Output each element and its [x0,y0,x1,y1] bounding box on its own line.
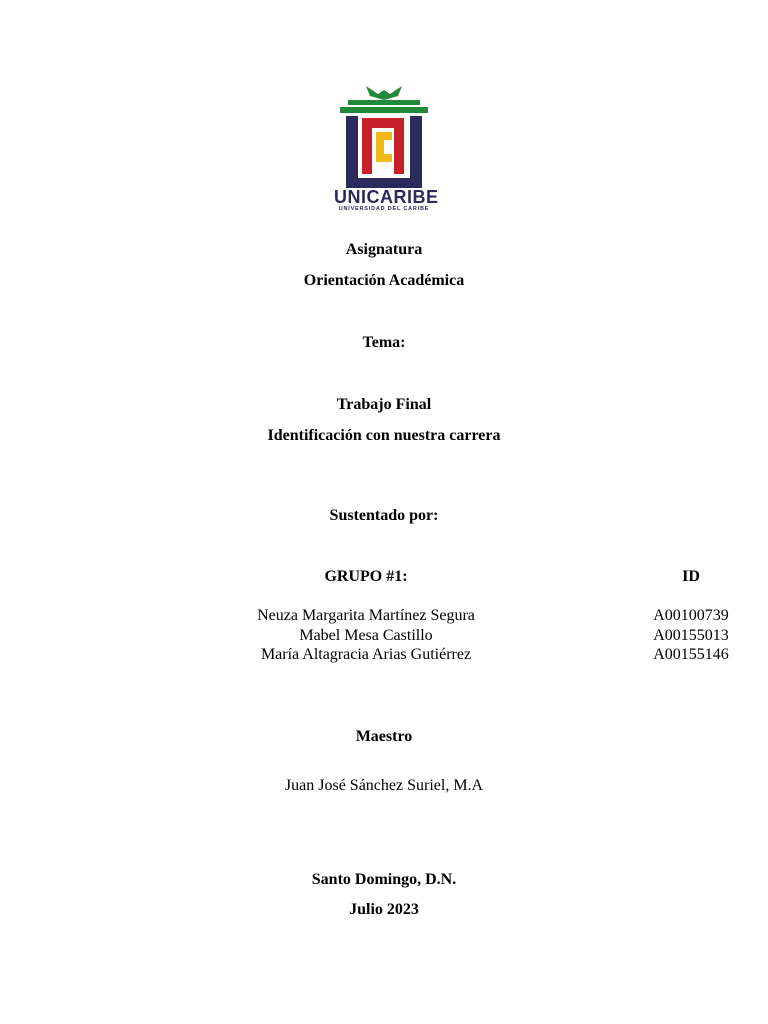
member-id: A00155013 [653,626,729,644]
date: Julio 2023 [349,901,419,918]
logo-emblem-icon [334,84,434,188]
presented-by-label: Sustentado por: [329,507,439,524]
member-name: Mabel Mesa Castillo [299,626,433,644]
member-id: A00155146 [653,646,729,663]
topic-label: Tema: [362,334,406,351]
group-header: GRUPO #1: [324,568,408,585]
place: Santo Domingo, D.N. [311,871,457,888]
subject-label: Asignatura [345,241,423,258]
member-name: María Altagracia Arias Gutiérrez [260,646,472,663]
member-ids [636,606,746,665]
topic-line-1: Trabajo Final [336,396,432,413]
unicaribe-logo [334,84,439,216]
logo-subtitle: UNIVERSIDAD DEL CARIBE [338,206,430,212]
member-id: A00100739 [653,607,729,624]
teacher-name: Juan José Sánchez Suriel, M.A [284,777,484,794]
logo-wordmark: UNICARIBE [334,187,439,207]
teacher-label: Maestro [355,728,413,745]
topic-line-2: Identificación con nuestra carrera [267,427,501,444]
member-name: Neuza Margarita Martínez Segura [257,607,475,624]
member-names [234,606,498,665]
id-header: ID [682,568,700,585]
subject-value: Orientación Académica [303,272,465,289]
